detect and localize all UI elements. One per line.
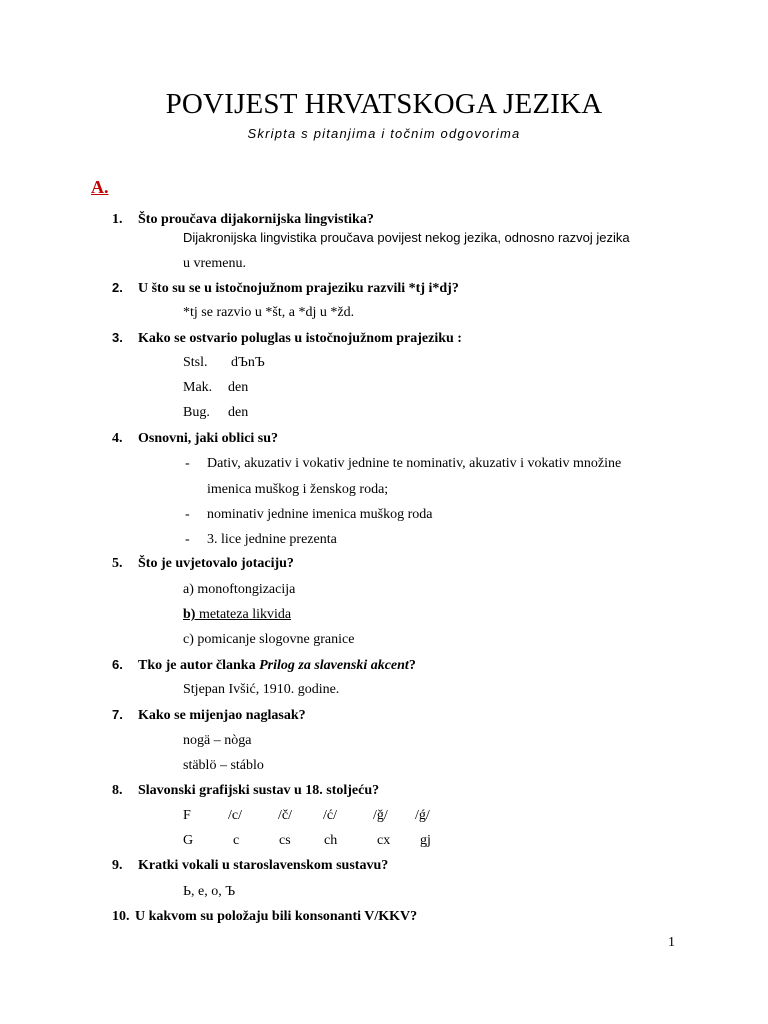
question-number: 9. — [112, 858, 123, 873]
question-3 — [112, 330, 462, 347]
answer-3-row-1 — [183, 355, 265, 371]
option-label: b) — [183, 607, 196, 622]
answer-3-row-3 — [183, 405, 248, 421]
question-number: 2. — [112, 280, 123, 295]
grapheme-row-1-col-3: /č/ — [278, 808, 292, 823]
grapheme-row-2-col-3: cs — [279, 833, 291, 848]
question-number: 3. — [112, 330, 123, 345]
grapheme-row-2-col-6: gj — [420, 833, 431, 848]
language-form: den — [228, 380, 249, 395]
document-subtitle: Skripta s pitanjima i točnim odgovorima — [247, 126, 521, 141]
answer-9: Ь, e, o, Ъ — [183, 884, 236, 899]
section-heading: A. — [91, 177, 109, 197]
question-number: 8. — [112, 783, 123, 798]
bullet-dash: - — [185, 456, 190, 471]
question-number: 5. — [112, 556, 123, 571]
answer-2: *tj se razvio u *št, a *dj u *žd. — [183, 305, 355, 320]
question-9 — [112, 858, 388, 874]
question-text: Osnovni, jaki oblici su? — [138, 431, 279, 446]
question-text: U kakvom su položaju bili konsonanti V/KKV? — [135, 909, 418, 924]
answer-1-line-1: Dijakronijska lingvistika proučava povijest nekog jezika, odnosno razvoj jezika — [183, 230, 630, 245]
question-text: Slavonski grafijski sustav u 18. stoljeću? — [138, 783, 380, 798]
answer-4-item-1-line-1: Dativ, akuzativ i vokativ jednine te nominativ, akuzativ i vokativ množine — [207, 456, 622, 471]
question-text: Kako se ostvario poluglas u istočnojužnom prajeziku : — [138, 331, 462, 346]
question-10 — [112, 909, 417, 925]
answer-7-line-2: stäblö – stáblo — [183, 758, 264, 773]
grapheme-row-1-col-5: /ǧ/ — [373, 808, 388, 823]
option-text: metateza likvida — [195, 607, 292, 622]
question-number: 6. — [112, 657, 123, 672]
answer-3-row-2 — [183, 380, 248, 396]
answer-1-line-2: u vremenu. — [183, 256, 246, 271]
question-text: Što je uvjetovalo jotaciju? — [138, 556, 294, 571]
answer-4-item-1-line-2: imenica muškog i ženskog roda; — [207, 482, 389, 497]
language-form: den — [228, 405, 249, 420]
document-title: POVIJEST HRVATSKOGA JEZIKA — [165, 88, 603, 120]
question-8 — [112, 783, 379, 799]
question-text: Kratki vokali u staroslavenskom sustavu? — [138, 858, 389, 873]
question-text: Kako se mijenjao naglasak? — [138, 708, 306, 723]
bullet-dash: - — [185, 507, 190, 522]
question-6 — [112, 657, 416, 674]
answer-4-item-2: nominativ jednine imenica muškog roda — [207, 507, 433, 522]
question-text: Što proučava dijakornijska lingvistika? — [138, 212, 374, 227]
answer-5-option-c: c) pomicanje slogovne granice — [183, 632, 355, 647]
answer-5-option-a: a) monoftongizacija — [183, 582, 296, 597]
question-number: 4. — [112, 431, 123, 446]
grapheme-row-2-col-5: cx — [377, 833, 391, 848]
question-text: U što su se u istočnojužnom prajeziku razvili *tj i*dj? — [138, 281, 459, 296]
language-label: Stsl. — [183, 355, 208, 370]
answer-7-line-1: nogä – nòga — [183, 733, 252, 748]
language-form: dЪnЪ — [231, 355, 265, 370]
page-number: 1 — [668, 935, 675, 950]
question-7 — [112, 707, 306, 724]
question-2 — [112, 280, 459, 297]
question-text-pre: Tko je autor članka — [138, 658, 260, 673]
grapheme-row-1-col-2: /c/ — [228, 808, 242, 823]
question-4 — [112, 431, 278, 447]
grapheme-row-1-col-6: /ǵ/ — [415, 808, 430, 823]
answer-4-item-3: 3. lice jednine prezenta — [207, 532, 337, 547]
grapheme-row-2-col-2: c — [233, 833, 240, 848]
grapheme-row-1-col-4: /ć/ — [323, 808, 337, 823]
grapheme-row-2-col-1: G — [183, 833, 194, 848]
question-text-post: ? — [408, 658, 416, 673]
question-5 — [112, 556, 294, 572]
question-number: 1. — [112, 212, 123, 227]
question-number: 7. — [112, 707, 123, 722]
answer-6: Stjepan Ivšić, 1910. godine. — [183, 682, 340, 697]
grapheme-row-1-col-1: F — [183, 808, 191, 823]
question-number: 10. — [112, 909, 130, 924]
answer-5-option-b — [183, 607, 291, 623]
bullet-dash: - — [185, 532, 190, 547]
language-label: Bug. — [183, 405, 210, 420]
grapheme-row-2-col-4: ch — [324, 833, 338, 848]
article-title: Prilog za slavenski akcent — [259, 658, 409, 673]
question-1 — [112, 212, 374, 228]
language-label: Mak. — [183, 380, 213, 395]
